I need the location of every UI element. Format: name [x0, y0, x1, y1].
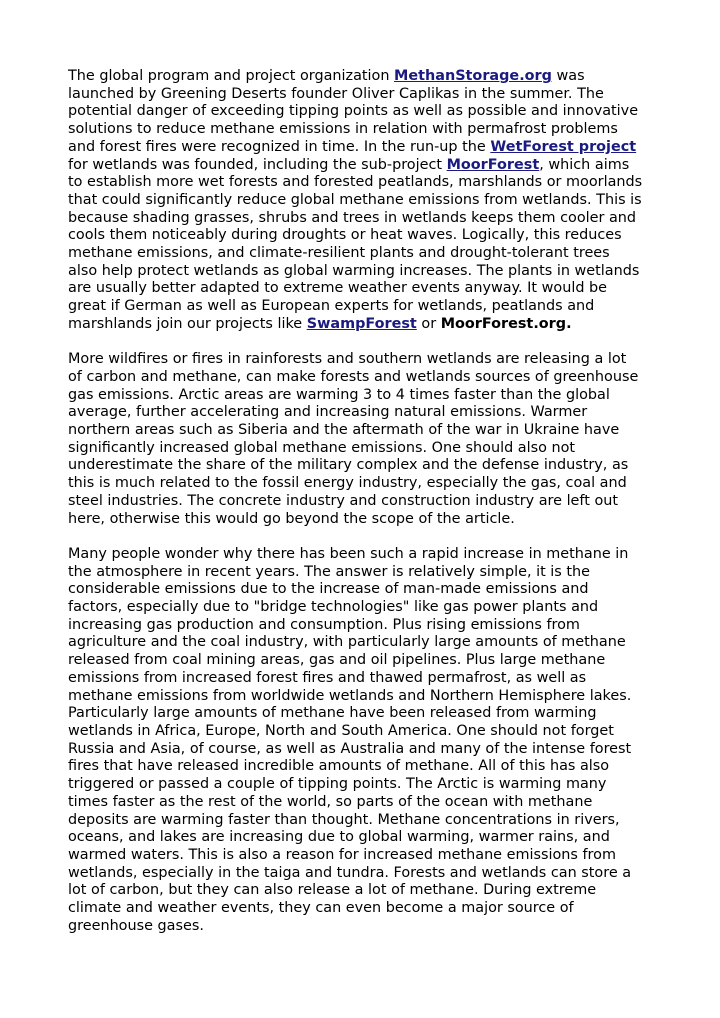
text-line: lot of carbon, but they can also release a lot of methane. During extreme	[68, 882, 597, 899]
text-line: solutions to reduce methane emissions in relation with permafrost problems	[68, 121, 618, 138]
text-segment: for wetlands was founded, including the sub-project	[68, 156, 447, 173]
text-segment: was	[551, 68, 585, 84]
text-line: cools them noticeably during droughts or heat waves. Logically, this reduces	[68, 227, 622, 244]
text-line: also help protect wetlands as global warming increases. The plants in wetlands	[68, 262, 640, 279]
text-line: methane emissions, and climate-resilient plants and drought-tolerant trees	[68, 245, 610, 262]
text-line: increasing gas production and consumption. Plus rising emissions from	[68, 616, 580, 633]
text-segment: or	[416, 315, 441, 332]
text-line: that could significantly reduce global methane emissions from wetlands. This is	[68, 191, 642, 208]
text-line: the atmosphere in recent years. The answer is relatively simple, it is the	[68, 563, 590, 580]
text-line: launched by Greening Deserts founder Oliver Caplikas in the summer. The	[68, 85, 604, 102]
text-line: to establish more wet forests and forested peatlands, marshlands or moorlands	[68, 174, 643, 191]
text-line: More wildfires or fires in rainforests and southern wetlands are releasing a lot	[68, 351, 627, 368]
text-line: northern areas such as Siberia and the aftermath of the war in Ukraine have	[68, 422, 620, 439]
text-line: emissions from increased forest fires and thawed permafrost, as well as	[68, 669, 587, 686]
text-line: wetlands, especially in the taiga and tundra. Forests and wetlands can store a	[68, 864, 632, 881]
text-line: released from coal mining areas, gas and oil pipelines. Plus large methane	[68, 652, 606, 669]
text-line: significantly increased global methane emissions. One should also not	[68, 439, 576, 456]
text-line: times faster as the rest of the world, so parts of the ocean with methane	[68, 793, 593, 810]
text-line	[68, 139, 668, 157]
moorforest-org-bold-text: MoorForest.org.	[440, 315, 572, 332]
text-line: Russia and Asia, of course, as well as Australia and many of the intense forest	[68, 740, 632, 757]
text-line: are usually better adapted to extreme weather events anyway. It would be	[68, 280, 608, 297]
text-line: triggered or passed a couple of tipping points. The Arctic is warming many	[68, 776, 607, 793]
text-line: steel industries. The concrete industry and construction industry are left out	[68, 492, 619, 509]
text-segment: , which aims	[539, 156, 630, 173]
text-segment: and forest fires were recognized in time. In the run-up the	[68, 138, 491, 155]
text-line: methane emissions from worldwide wetlands and Northern Hemisphere lakes.	[68, 687, 632, 704]
text-line: wetlands in Africa, Europe, North and South America. One should not forget	[68, 722, 614, 739]
wetforest-project-link[interactable]: WetForest project	[490, 138, 637, 155]
text-line: oceans, and lakes are increasing due to global warming, warmer rains, and	[68, 829, 610, 846]
text-line: of carbon and methane, can make forests and wetlands sources of greenhouse	[68, 368, 639, 385]
text-line	[68, 316, 668, 334]
text-line	[68, 68, 668, 86]
text-line	[68, 157, 668, 175]
document-page	[68, 68, 668, 953]
text-line: factors, especially due to "bridge technologies" like gas power plants and	[68, 599, 599, 616]
moorforest-link[interactable]: MoorForest	[446, 156, 540, 173]
text-line: Particularly large amounts of methane have been released from warming	[68, 705, 597, 722]
text-line: fires that have released incredible amounts of methane. All of this has also	[68, 758, 610, 775]
text-line: deposits are warming faster than thought. Methane concentrations in rivers,	[68, 811, 620, 828]
paragraph-1	[68, 68, 668, 334]
text-line: this is much related to the fossil energy industry, especially the gas, coal and	[68, 475, 627, 492]
methanstorage-link[interactable]: MethanStorage.org	[394, 68, 552, 84]
text-line: here, otherwise this would go beyond the scope of the article.	[68, 510, 515, 527]
text-line: agriculture and the coal industry, with particularly large amounts of methane	[68, 634, 626, 651]
swampforest-link[interactable]: SwampForest	[306, 315, 417, 332]
text-line: great if German as well as European experts for wetlands, peatlands and	[68, 298, 595, 315]
text-line: warmed waters. This is also a reason for increased methane emissions from	[68, 846, 616, 863]
text-segment: marshlands join our projects like	[68, 315, 307, 332]
text-segment: The global program and project organization	[68, 68, 395, 84]
paragraph-3	[68, 546, 668, 935]
text-line: average, further accelerating and increasing natural emissions. Warmer	[68, 404, 588, 421]
text-line: gas emissions. Arctic areas are warming 3 to 4 times faster than the global	[68, 386, 610, 403]
text-line: considerable emissions due to the increase of man-made emissions and	[68, 581, 589, 598]
paragraph-2	[68, 351, 668, 528]
text-line: greenhouse gases.	[68, 917, 204, 934]
text-line: climate and weather events, they can even become a major source of	[68, 900, 574, 917]
text-line: potential danger of exceeding tipping points as well as possible and innovative	[68, 103, 639, 120]
text-line: underestimate the share of the military complex and the defense industry, as	[68, 457, 629, 474]
text-line: Many people wonder why there has been such a rapid increase in methane in	[68, 545, 629, 562]
text-line: because shading grasses, shrubs and trees in wetlands keeps them cooler and	[68, 209, 637, 226]
